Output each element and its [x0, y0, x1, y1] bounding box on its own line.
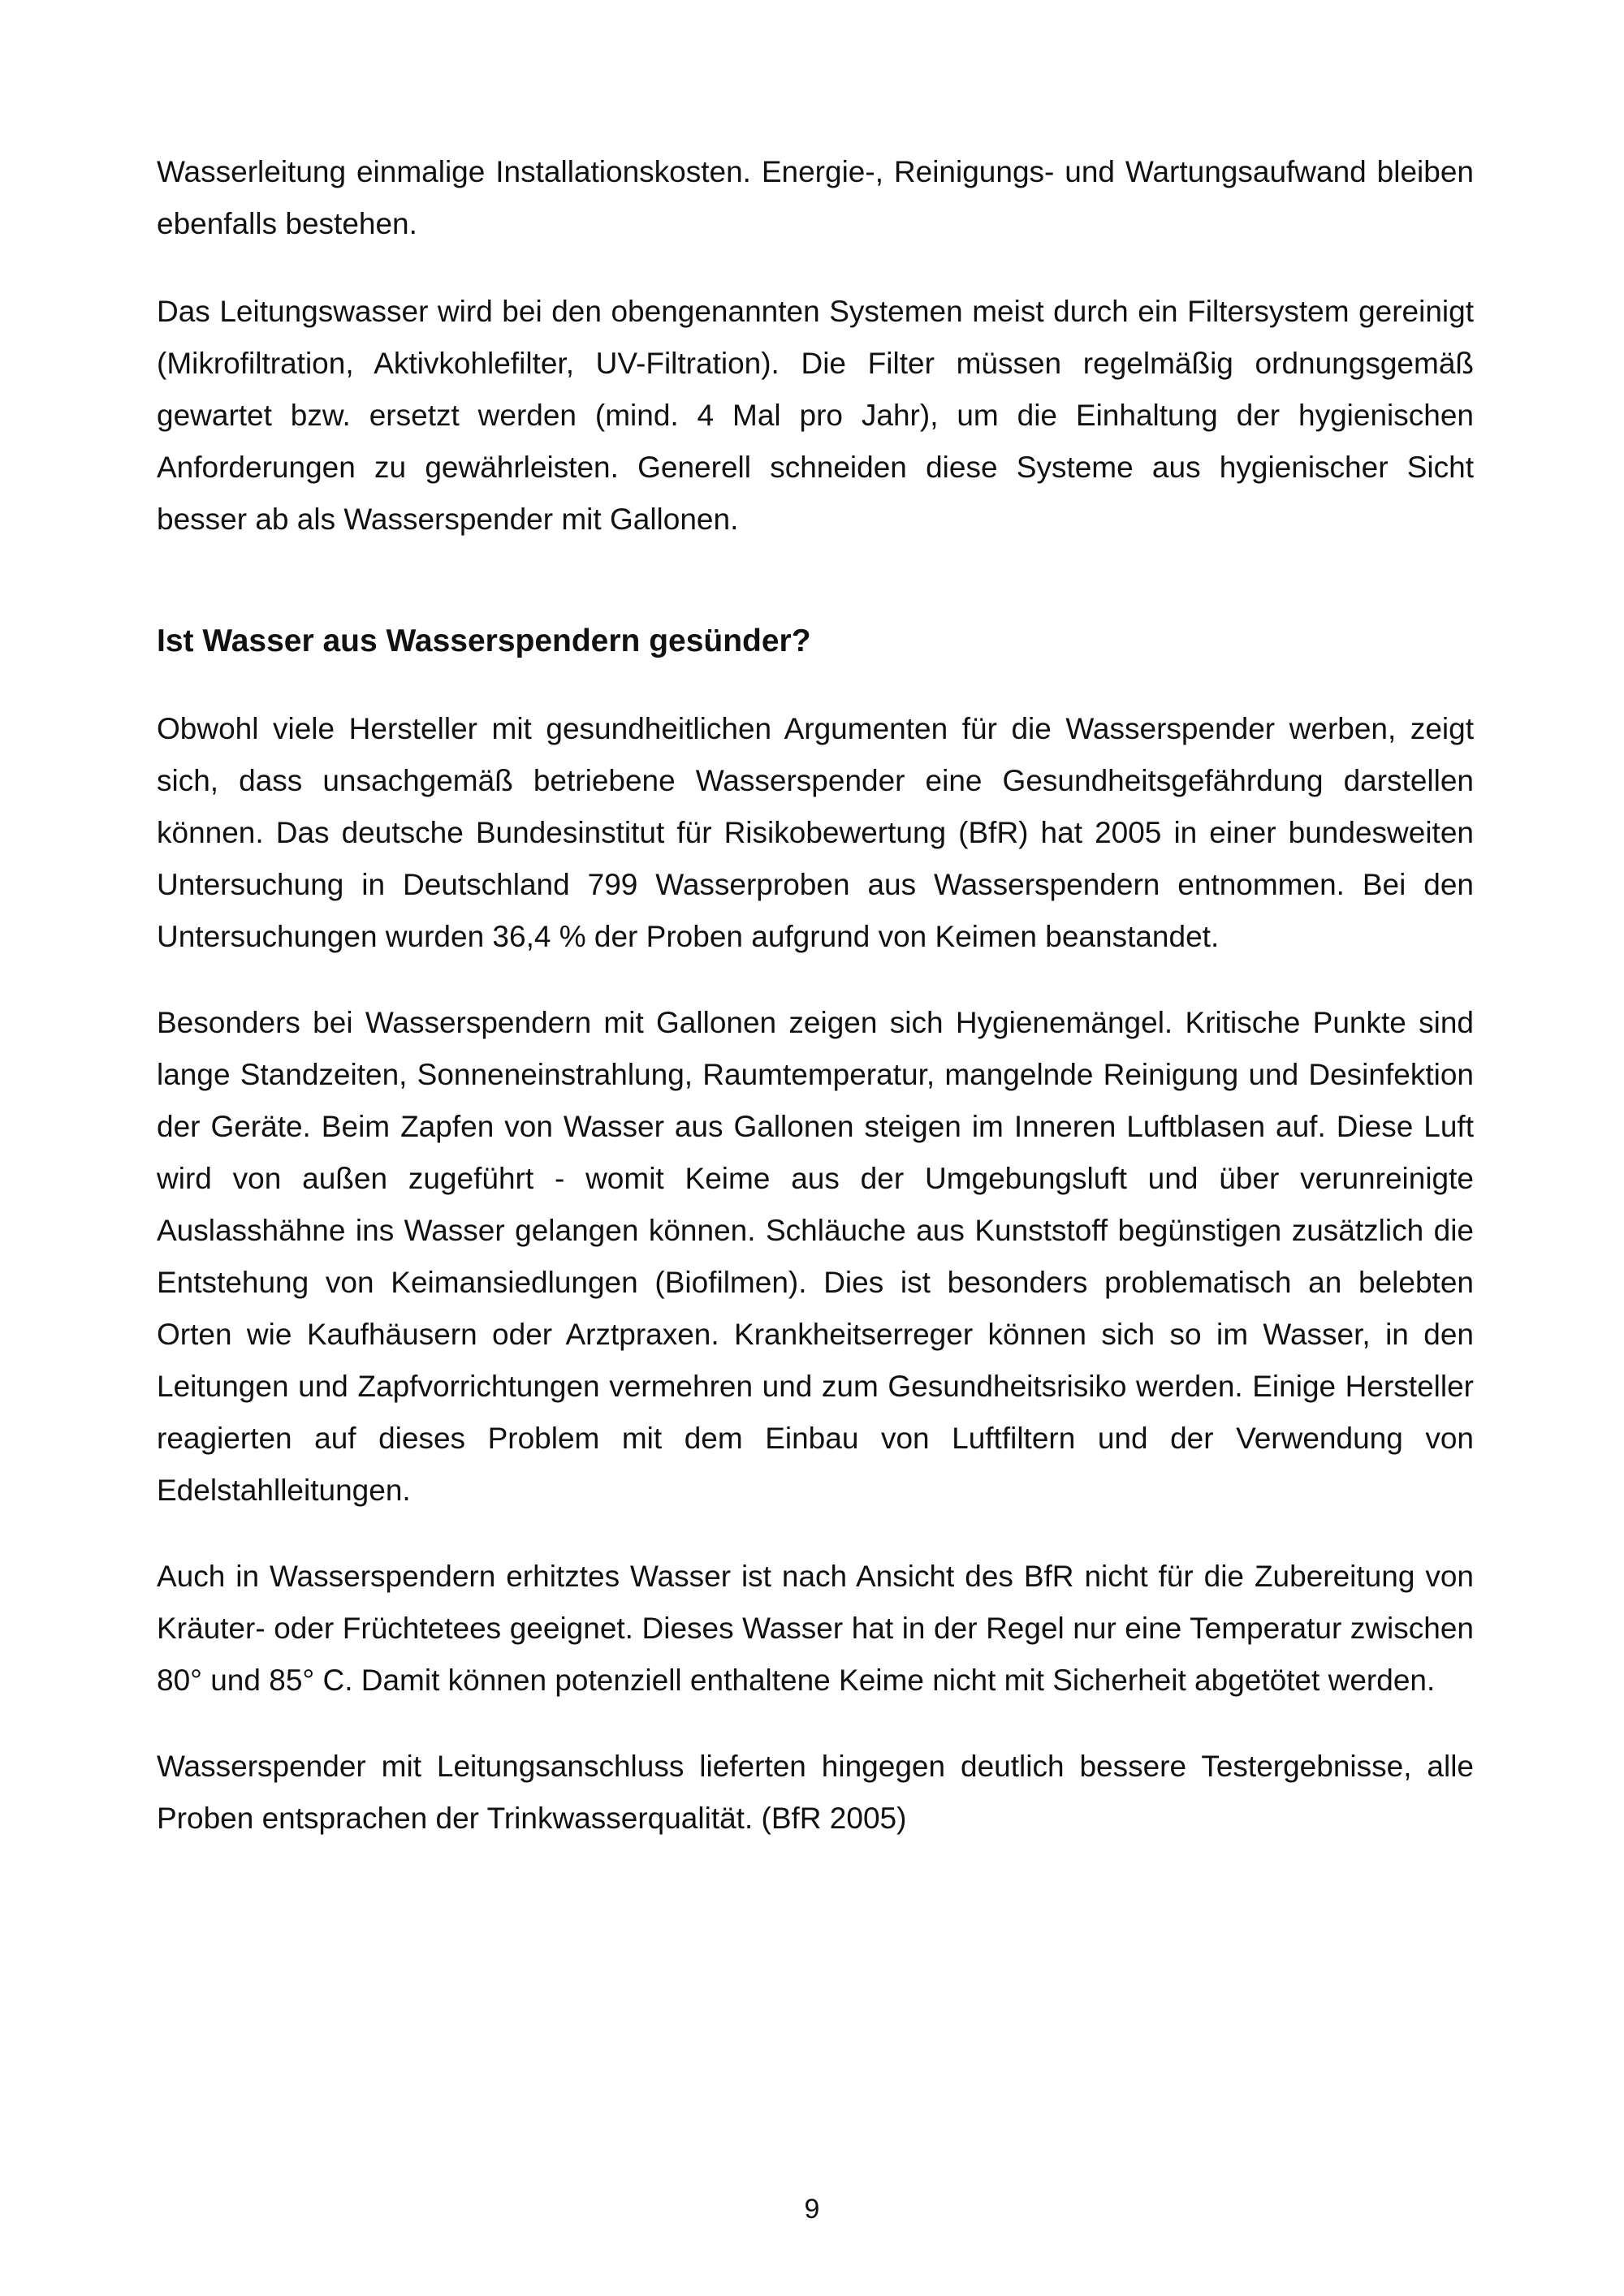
section-heading-gesund: Ist Wasser aus Wasserspendern gesünder? — [157, 624, 811, 658]
page-body — [157, 146, 1474, 1845]
paragraph-auch: Auch in Wasserspendern erhitztes Wasser ist nach Ansicht des BfR nicht für die Zubereitung von Kräuter- oder Früchtetees geeignet. Dieses Wasser hat in der Regel nur eine Temperatur zwischen 80° und 85° C. Damit können potenziell enthaltene Keime nicht mit Sicherheit abgetötet werden. — [157, 1560, 1474, 1697]
page-number: 9 — [804, 2194, 820, 2225]
paragraph-leitungsanschluss: Wasserspender mit Leitungsanschluss lieferten hingegen deutlich bessere Testergebnisse, alle Proben entsprachen der Trinkwasserqualität. (BfR 2005) — [157, 1750, 1474, 1835]
paragraph-intro-continuation: Wasserleitung einmalige Installationskosten. Energie-, Reinigungs- und Wartungsaufwand bleiben ebenfalls bestehen. — [157, 155, 1474, 240]
paragraph-obwohl: Obwohl viele Hersteller mit gesundheitlichen Argumenten für die Wasserspender werben, zeigt sich, dass unsachgemäß betriebene Wasserspender eine Gesundheitsgefährdung darstellen können. Das deutsche Bundesinstitut für Risikobewertung (BfR) hat 2005 in einer bundesweiten Untersuchung in Deutschland 799 Wasserproben aus Wasserspendern entnommen. Bei den Untersuchungen wurden 36,4 % der Proben aufgrund von Keimen beanstandet. — [157, 712, 1474, 953]
paragraph-filter-systems: Das Leitungswasser wird bei den obengenannten Systemen meist durch ein Filtersystem gereinigt (Mikrofiltration, Aktivkohlefilter, UV-Filtration). Die Filter müssen regelmäßig ordnungsgemäß gewartet bzw. ersetzt werden (mind. 4 Mal pro Jahr), um die Einhaltung der hygienischen Anforderungen zu gewährleisten. Generell schneiden diese Systeme aus hygienischer Sicht besser ab als Wasserspender mit Gallonen. — [157, 295, 1474, 536]
paragraph-besonders: Besonders bei Wasserspendern mit Gallonen zeigen sich Hygienemängel. Kritische Punkte sind lange Standzeiten, Sonneneinstrahlung, Raumtemperatur, mangelnde Reinigung und Desinfektion der Geräte. Beim Zapfen von Wasser aus Gallonen steigen im Inneren Luftblasen auf. Diese Luft wird von außen zugeführt - womit Keime aus der Umgebungsluft und über verunreinigte Auslasshähne ins Wasser gelangen können. Schläuche aus Kunststoff begünstigen zusätzlich die Entstehung von Keimansiedlungen (Biofilmen). Dies ist besonders problematisch an belebten Orten wie Kaufhäusern oder Arztpraxen. Krankheitserreger können sich so im Wasser, in den Leitungen und Zapfvorrichtungen vermehren und zum Gesundheitsrisiko werden. Einige Hersteller reagierten auf dieses Problem mit dem Einbau von Luftfiltern und der Verwendung von Edelstahlleitungen. — [157, 1006, 1474, 1507]
